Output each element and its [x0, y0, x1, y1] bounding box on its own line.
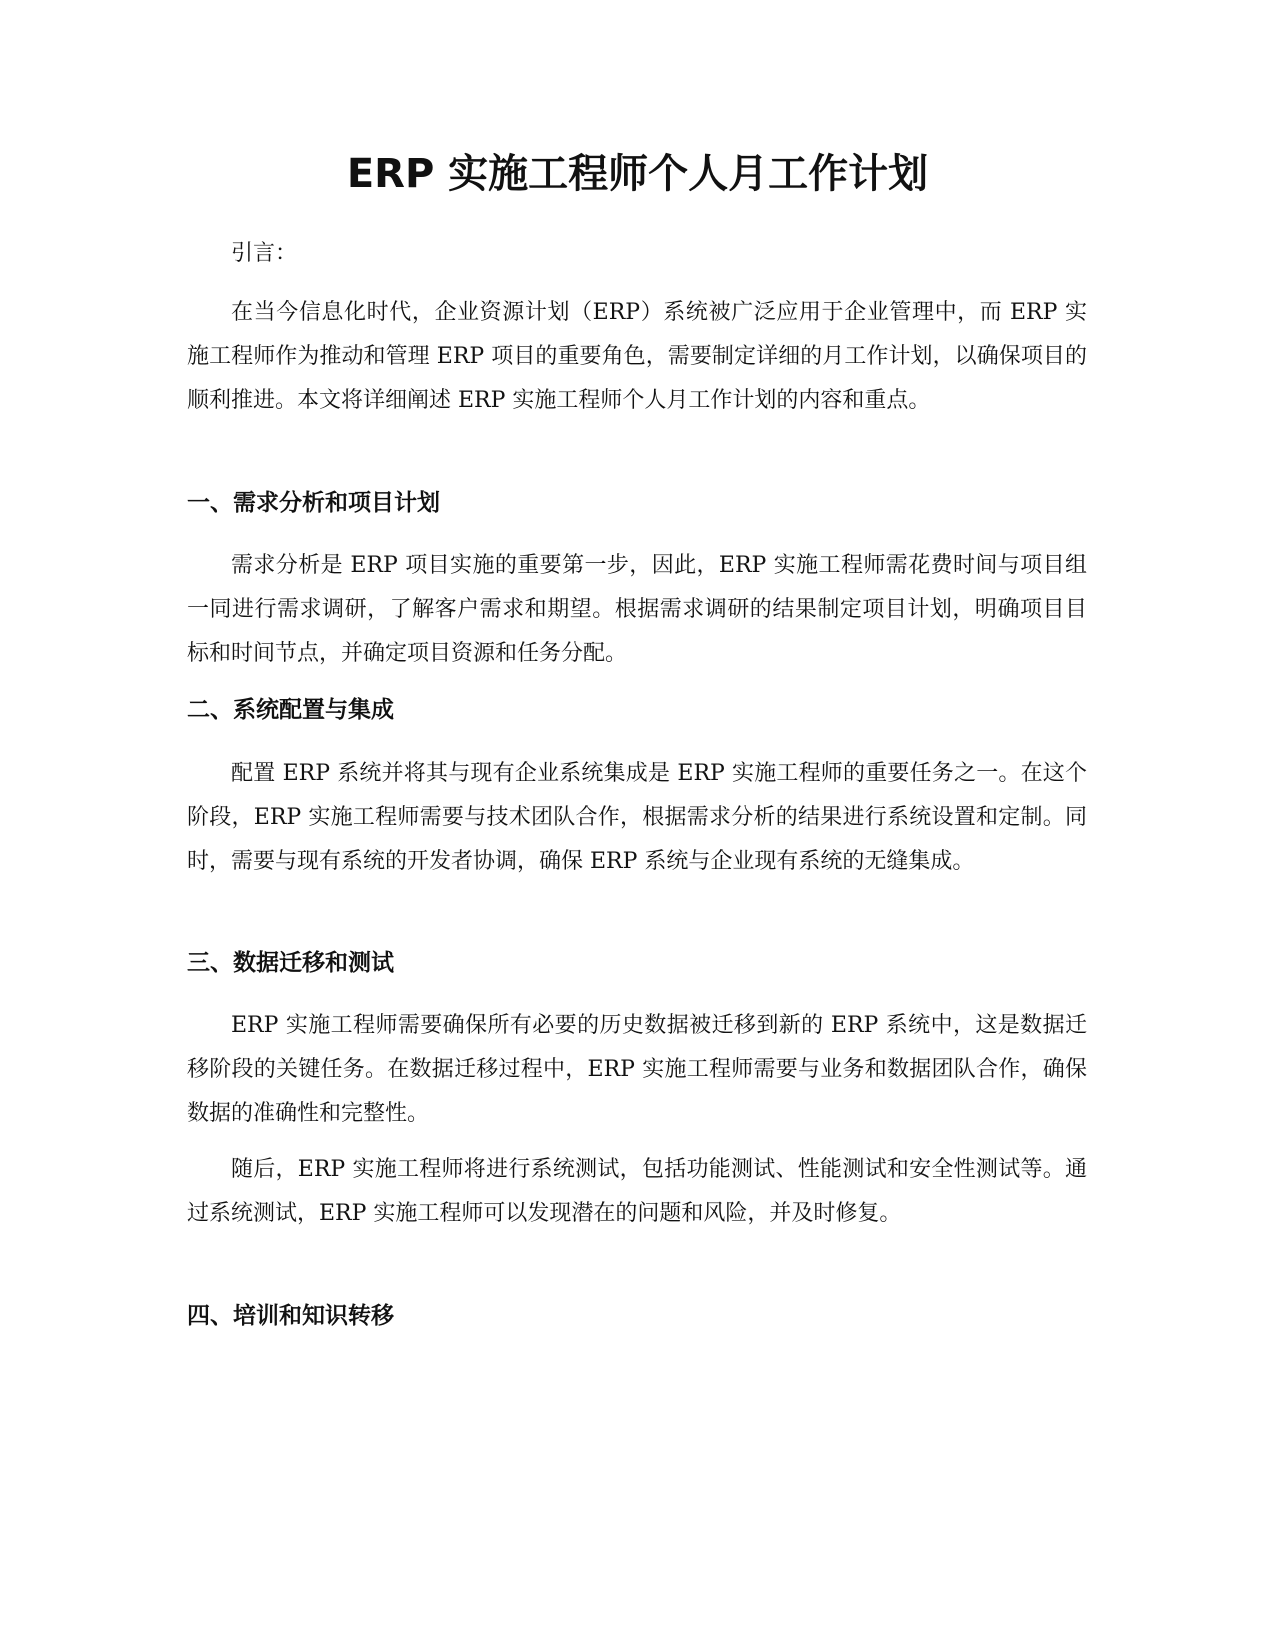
section-heading-2: 二、系统配置与集成	[187, 697, 394, 723]
section-3-paragraph-2: 随后，ERP 实施工程师将进行系统测试，包括功能测试、性能测试和安全性测试等。通过系统测试，ERP 实施工程师可以发现潜在的问题和风险，并及时修复。	[187, 1157, 1087, 1226]
section-heading-1: 一、需求分析和项目计划	[187, 490, 440, 516]
section-3-paragraph-1: ERP 实施工程师需要确保所有必要的历史数据被迁移到新的 ERP 系统中，这是数据迁移阶段的关键任务。在数据迁移过程中，ERP 实施工程师需要与业务和数据团队合作，确保数据的准确性和完整性。	[187, 1013, 1087, 1126]
section-heading-3: 三、数据迁移和测试	[187, 950, 394, 976]
page-title: ERP 实施工程师个人月工作计划	[346, 151, 929, 197]
section-2-paragraph-1: 配置 ERP 系统并将其与现有企业系统集成是 ERP 实施工程师的重要任务之一。在这个阶段，ERP 实施工程师需要与技术团队合作，根据需求分析的结果进行系统设置和定制。同时，需要与现有系统的开发者协调，确保 ERP 系统与企业现有系统的无缝集成。	[187, 761, 1087, 874]
section-heading-4: 四、培训和知识转移	[187, 1303, 394, 1329]
section-1-paragraph-1: 需求分析是 ERP 项目实施的重要第一步，因此，ERP 实施工程师需花费时间与项目组一同进行需求调研，了解客户需求和期望。根据需求调研的结果制定项目计划，明确项目目标和时间节点，并确定项目资源和任务分配。	[187, 553, 1087, 666]
intro-label: 引言：	[231, 241, 298, 266]
intro-paragraph: 在当今信息化时代，企业资源计划（ERP）系统被广泛应用于企业管理中，而 ERP 实施工程师作为推动和管理 ERP 项目的重要角色，需要制定详细的月工作计划，以确保项目的顺利推进。本文将详细阐述 ERP 实施工程师个人月工作计划的内容和重点。	[187, 300, 1087, 413]
